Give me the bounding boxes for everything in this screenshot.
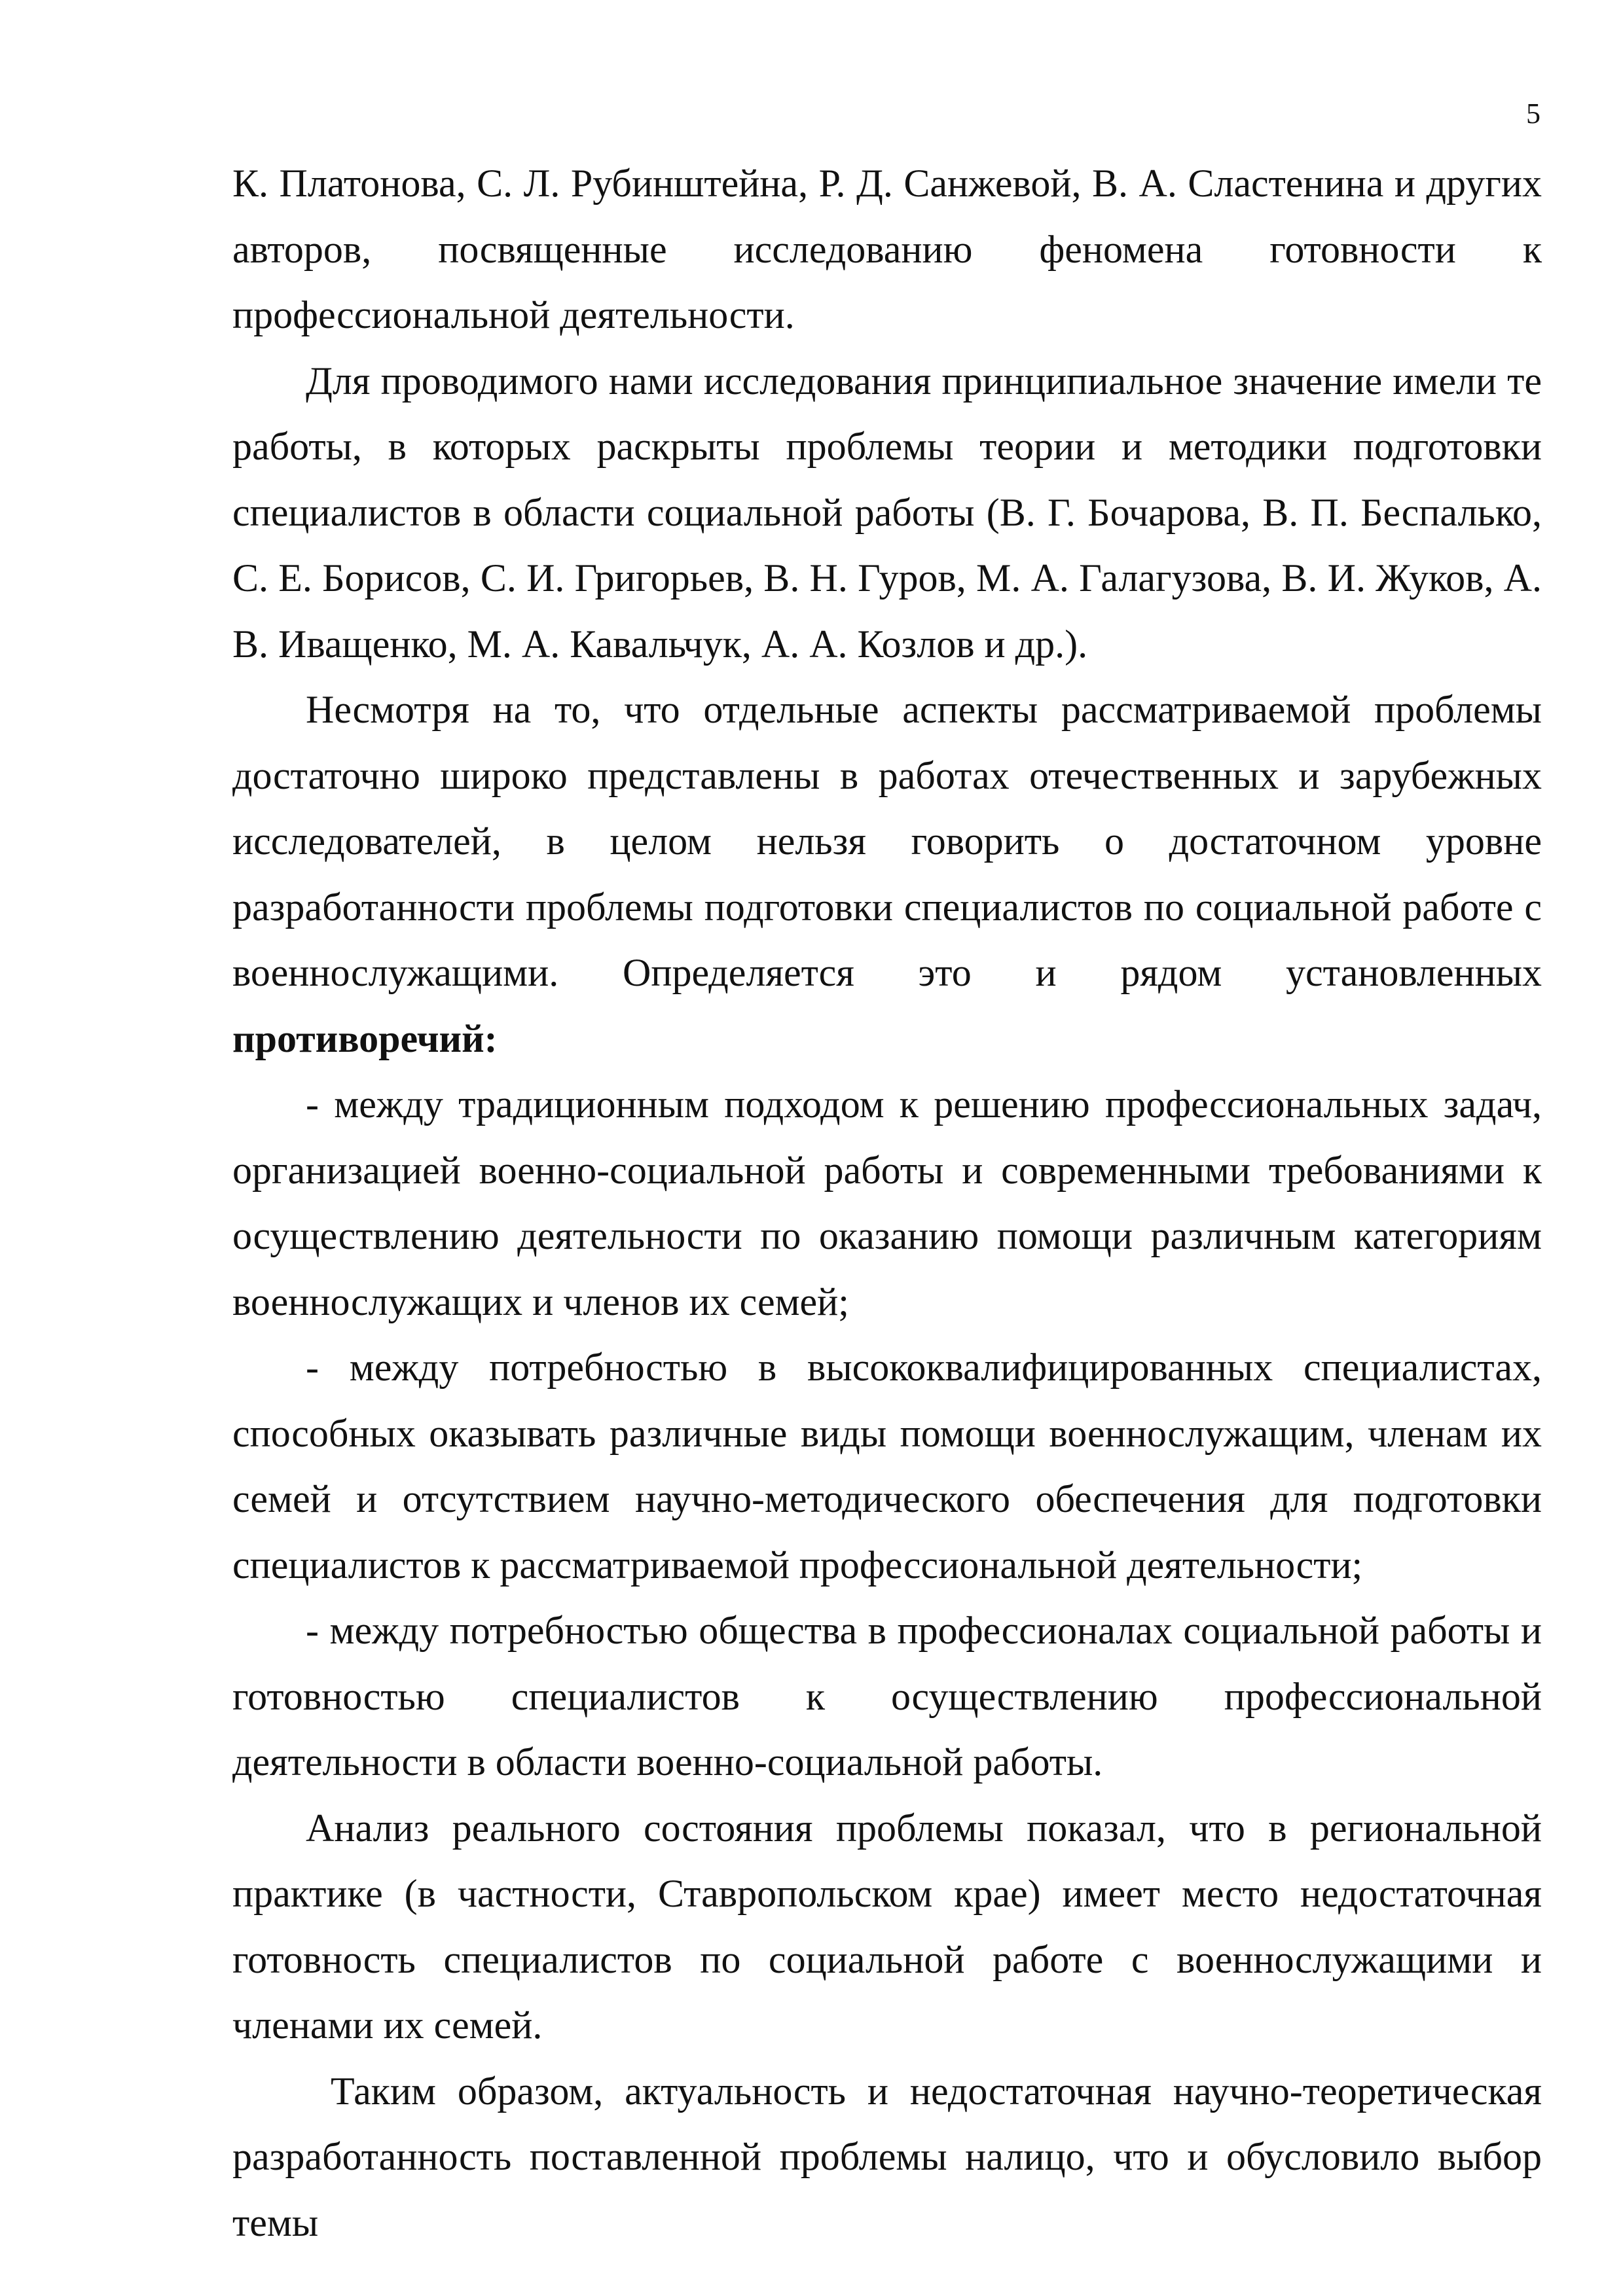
paragraph-conclusion: Таким образом, актуальность и недостаточная научно-теоретическая разработанность поставленной проблемы налицо, что и обусловило выбор темы: [232, 2069, 1542, 2244]
page-number: 5: [1526, 98, 1541, 130]
list-item-contradiction-2: - между потребностью в высококвалифицированных специалистах, способных оказывать различные виды помощи военнослужащим, членам их семей и отсутствием научно-методического обеспечения для подготовки специалистов к рассматриваемой профессиональной деятельности;: [232, 1346, 1542, 1587]
paragraph-research-basis: Для проводимого нами исследования принципиальное значение имели те работы, в которых раскрыты проблемы теории и методики подготовки специалистов в области социальной работы (В. Г. Бочарова, В. П. Беспалько, С. Е. Борисов, С. И. Григорьев, В. Н. Гуров, М. А. Галагузова, В. И. Жуков, А. В. Иващенко, М. А. Кавальчук, А. А. Козлов и др.).: [232, 359, 1542, 666]
contradictions-term: противоречий:: [232, 1016, 498, 1060]
paragraph-continuation: К. Платонова, С. Л. Рубинштейна, Р. Д. Санжевой, В. А. Сластенина и других авторов, посвященные исследованию феномена готовности к профессиональной деятельности.: [232, 162, 1542, 336]
paragraph-contradictions-text: Несмотря на то, что отдельные аспекты рассматриваемой проблемы достаточно широко представлены в работах отечественных и зарубежных исследователей, в целом нельзя говорить о достаточном уровне разработанности проблемы подготовки специалистов по социальной работе с военнослужащими. Определяется это и рядом установленных: [232, 688, 1542, 994]
paragraph-regional-analysis: Анализ реального состояния проблемы показал, что в региональной практике (в частности, Ставропольском крае) имеет место недостаточная готовность специалистов по социальной работе с военнослужащими и членами их семей.: [232, 1806, 1542, 2047]
list-item-contradiction-1: - между традиционным подходом к решению профессиональных задач, организацией военно-социальной работы и современными требованиями к осуществлению деятельности по оказанию помощи различным категориям военнослужащих и членов их семей;: [232, 1083, 1542, 1323]
document-body: [232, 151, 1542, 2255]
paragraph-contradictions-intro: [232, 677, 1542, 1071]
list-item-contradiction-3: - между потребностью общества в профессионалах социальной работы и готовностью специалистов к осуществлению профессиональной деятельности в области военно-социальной работы.: [232, 1609, 1542, 1784]
